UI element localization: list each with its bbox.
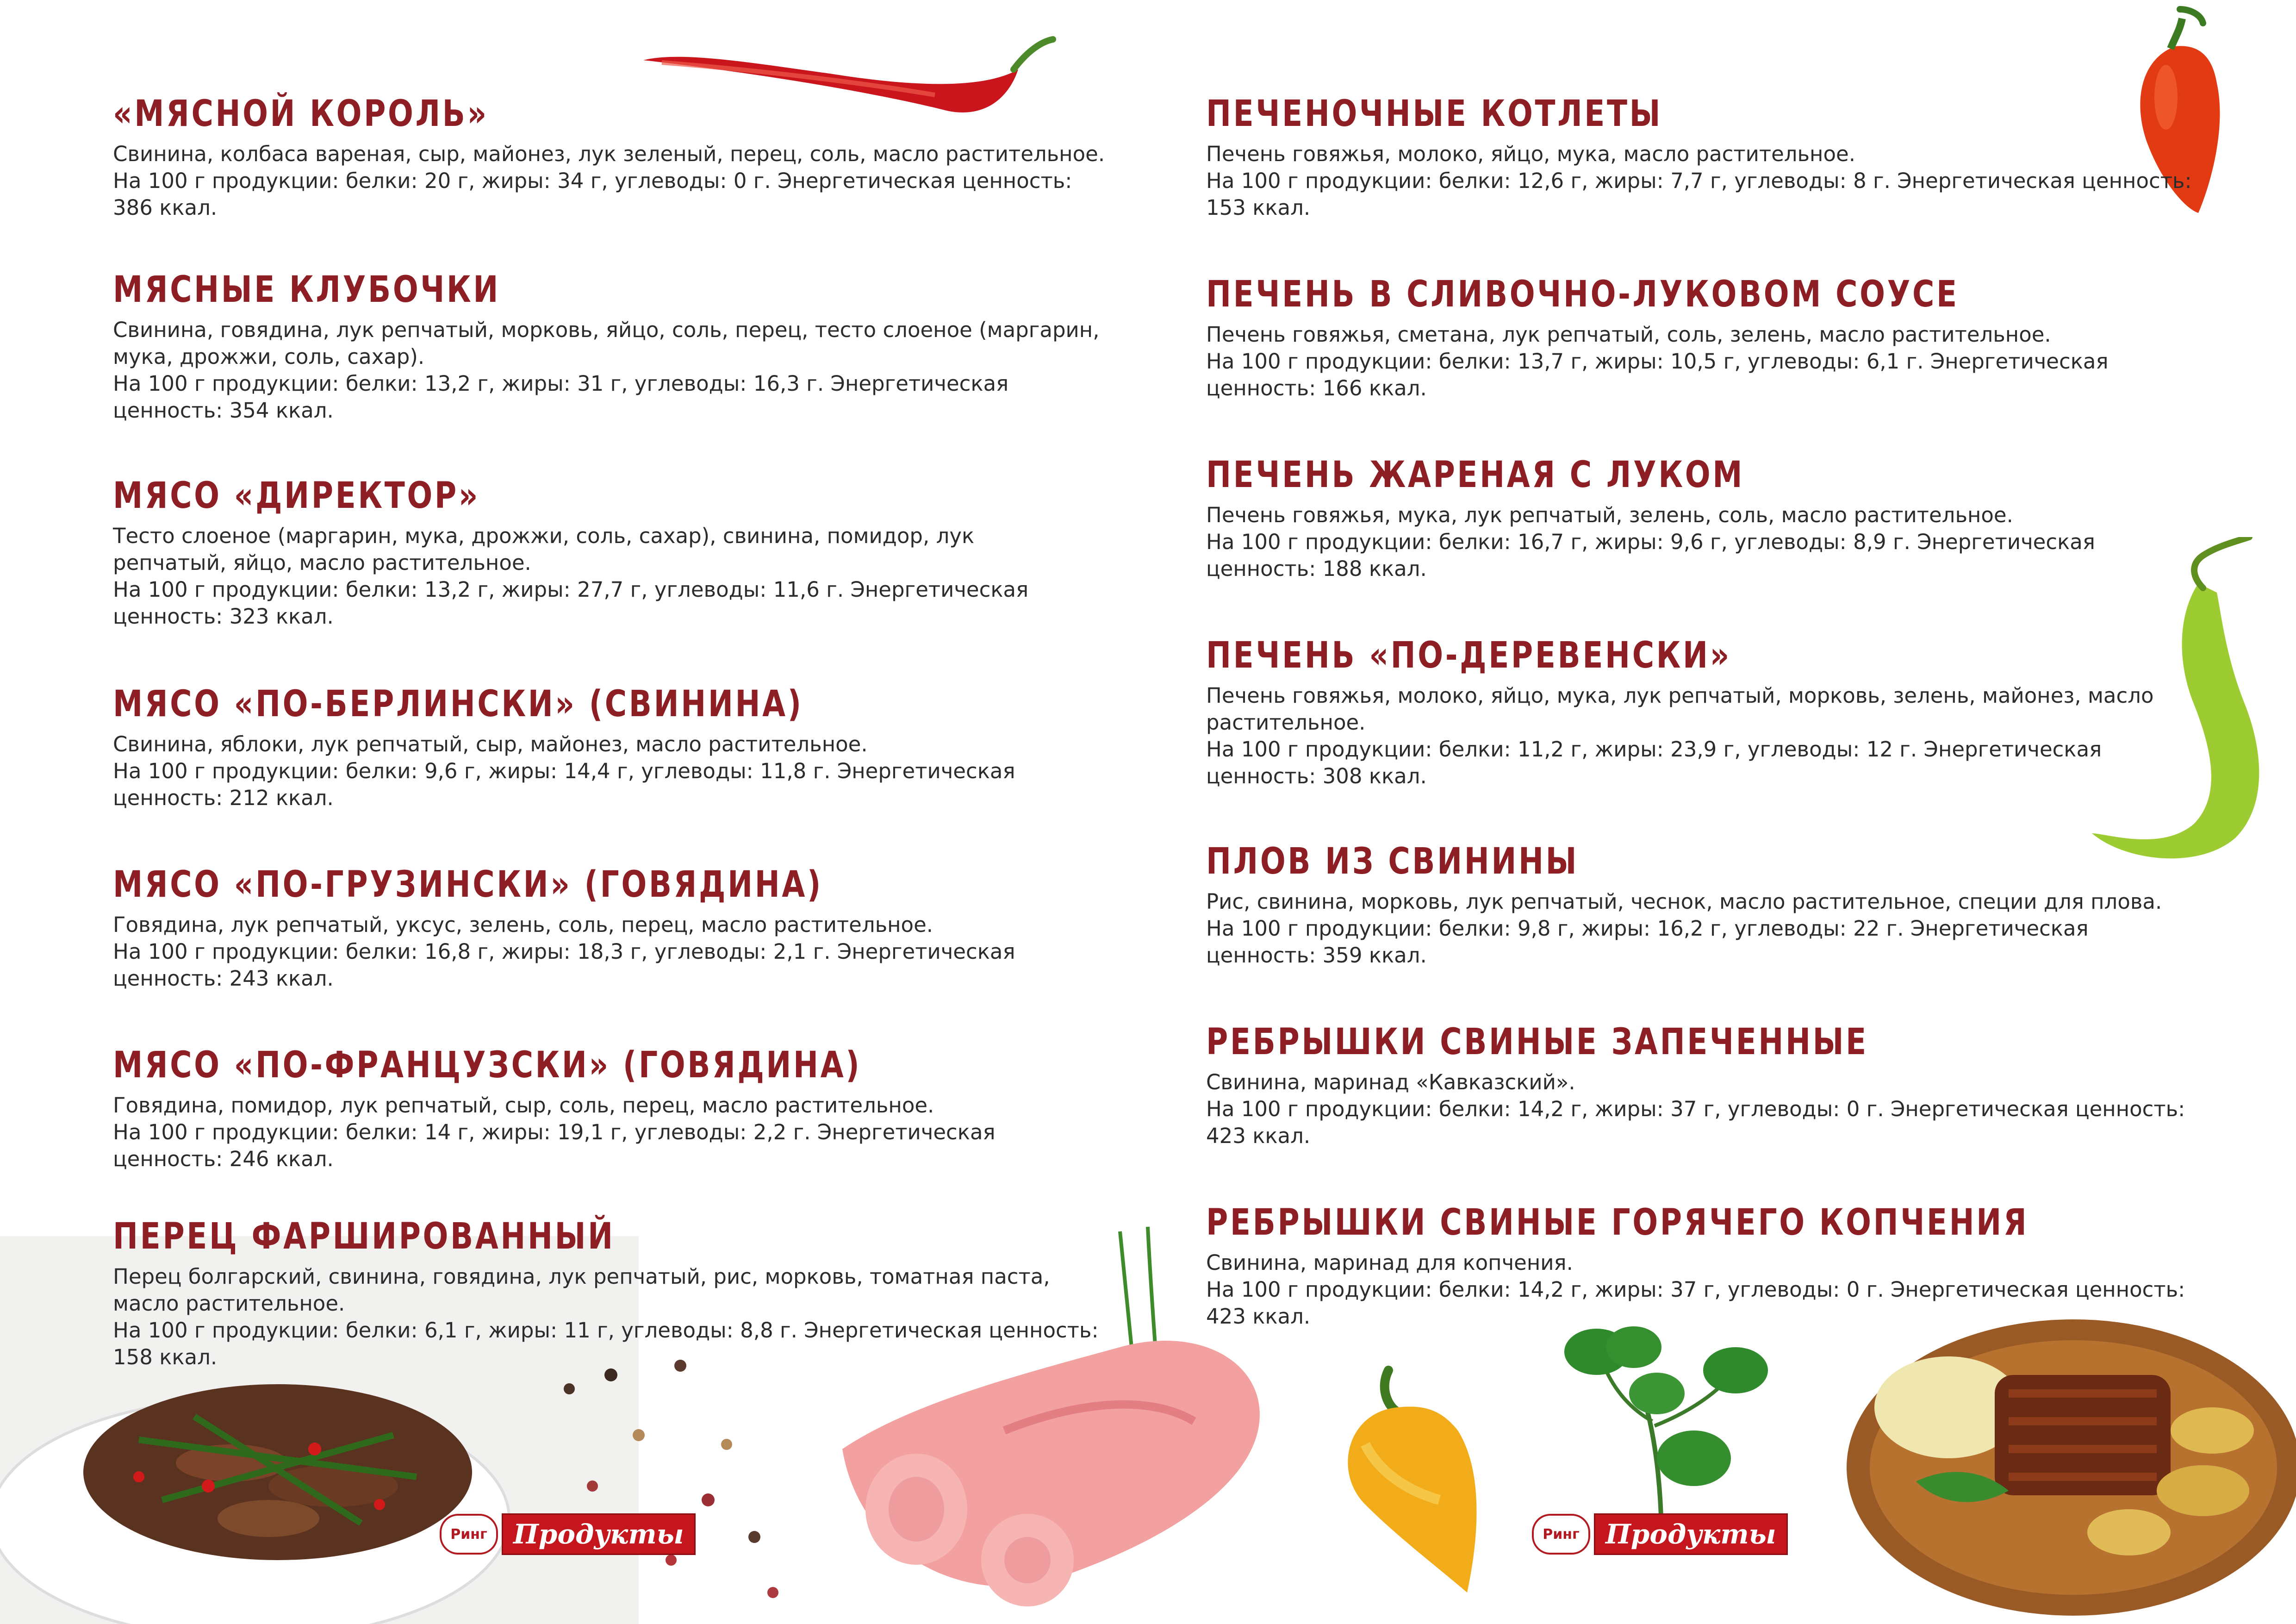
dish-line: растительное. bbox=[1206, 710, 1366, 735]
dish-line: Печень говяжья, мука, лук репчатый, зелень, соль, масло растительное. bbox=[1206, 503, 2013, 527]
dish-description bbox=[1206, 502, 2206, 582]
dish-title: ПЕЧЕНЬ «ПО-ДЕРЕВЕНСКИ» bbox=[1206, 635, 1731, 676]
dish-line: Говядина, помидор, лук репчатый, сыр, соль, перец, масло растительное. bbox=[113, 1093, 934, 1118]
dish-line: Печень говяжья, сметана, лук репчатый, соль, зелень, масло растительное. bbox=[1206, 322, 2051, 347]
dish-line: Перец болгарский, свинина, говядина, лук репчатый, рис, морковь, томатная паста, bbox=[113, 1264, 1050, 1289]
dish-title: ПЕРЕЦ ФАРШИРОВАННЫЙ bbox=[113, 1216, 615, 1257]
dish-entry bbox=[1206, 93, 2206, 221]
dish-line: На 100 г продукции: белки: 16,7 г, жиры: 9,6 г, углеводы: 8,9 г. Энергетическая bbox=[1206, 530, 2095, 554]
dish-line: масло растительное. bbox=[113, 1291, 345, 1316]
dish-line: ценность: 243 ккал. bbox=[113, 966, 334, 991]
dish-line: На 100 г продукции: белки: 13,7 г, жиры: 10,5 г, углеводы: 6,1 г. Энергетическая bbox=[1206, 349, 2109, 374]
dish-line: 386 ккал. bbox=[113, 195, 218, 220]
dish-description bbox=[113, 141, 1108, 221]
dish-description bbox=[1206, 888, 2206, 969]
dish-line: ценность: 308 ккал. bbox=[1206, 764, 1427, 788]
dish-line: репчатый, яйцо, масло растительное. bbox=[113, 550, 531, 575]
dish-description bbox=[1206, 1069, 2206, 1149]
brand-logo-right bbox=[1532, 1514, 1788, 1555]
dish-line: Рис, свинина, морковь, лук репчатый, чеснок, масло растительное, специи для плова. bbox=[1206, 889, 2162, 914]
dish-line: ценность: 188 ккал. bbox=[1206, 556, 1427, 581]
dish-line: ценность: 354 ккал. bbox=[113, 398, 334, 423]
dish-line: На 100 г продукции: белки: 16,8 г, жиры: 18,3 г, углеводы: 2,1 г. Энергетическая bbox=[113, 939, 1015, 964]
dish-line: Свинина, говядина, лук репчатый, морковь, яйцо, соль, перец, тесто слоеное (маргарин, bbox=[113, 318, 1100, 342]
dish-entry bbox=[113, 475, 1108, 630]
dish-title: ПЕЧЕНЬ В СЛИВОЧНО-ЛУКОВОМ СОУСЕ bbox=[1206, 274, 1959, 315]
dish-line: мука, дрожжи, соль, сахар). bbox=[113, 344, 425, 369]
logo-badge: Ринг bbox=[440, 1514, 498, 1555]
dish-line: На 100 г продукции: белки: 9,8 г, жиры: 16,2 г, углеводы: 22 г. Энергетическая bbox=[1206, 916, 2089, 941]
dish-description bbox=[1206, 321, 2206, 402]
dish-description bbox=[113, 731, 1108, 812]
dish-entry bbox=[1206, 840, 2206, 969]
dish-entry bbox=[113, 1215, 1108, 1371]
yellow-pepper-image bbox=[1328, 1352, 1523, 1611]
ribs-board-image bbox=[1842, 1315, 2296, 1624]
dish-description bbox=[113, 912, 1108, 992]
dish-line: Свинина, маринад «Кавказский». bbox=[1206, 1070, 1575, 1094]
dish-entry bbox=[1206, 634, 2206, 790]
dish-description bbox=[113, 1263, 1108, 1371]
dish-line: На 100 г продукции: белки: 9,6 г, жиры: 14,4 г, углеводы: 11,8 г. Энергетическая bbox=[113, 759, 1015, 783]
dish-line: На 100 г продукции: белки: 12,6 г, жиры: 7,7 г, углеводы: 8 г. Энергетическая ценность: bbox=[1206, 169, 2192, 193]
dish-entry bbox=[113, 1044, 1108, 1173]
dish-line: Свинина, маринад для копчения. bbox=[1206, 1250, 1573, 1275]
dish-line: На 100 г продукции: белки: 13,2 г, жиры: 27,7 г, углеводы: 11,6 г. Энергетическая bbox=[113, 577, 1029, 602]
dish-description bbox=[1206, 1249, 2206, 1330]
dish-title: МЯСНЫЕ КЛУБОЧКИ bbox=[113, 269, 501, 311]
dish-description bbox=[1206, 141, 2206, 221]
dish-line: Свинина, колбаса вареная, сыр, майонез, лук зеленый, перец, соль, масло растительное. bbox=[113, 142, 1105, 166]
dish-entry bbox=[1206, 1021, 2206, 1149]
dish-line: 423 ккал. bbox=[1206, 1304, 1311, 1329]
dish-line: 423 ккал. bbox=[1206, 1124, 1311, 1148]
dish-title: МЯСО «ПО-БЕРЛИНСКИ» (СВИНИНА) bbox=[113, 683, 803, 725]
logo-badge: Ринг bbox=[1532, 1514, 1590, 1555]
brand-logo-left bbox=[440, 1514, 696, 1555]
dish-title: МЯСО «ПО-ФРАНЦУЗСКИ» (ГОВЯДИНА) bbox=[113, 1044, 862, 1086]
dish-entry bbox=[113, 93, 1108, 221]
dish-entry bbox=[1206, 1201, 2206, 1330]
dish-line: 153 ккал. bbox=[1206, 195, 1311, 220]
logo-name: Продукты bbox=[1594, 1513, 1788, 1555]
dish-title: РЕБРЫШКИ СВИНЫЕ ГОРЯЧЕГО КОПЧЕНИЯ bbox=[1206, 1202, 2029, 1243]
dish-entry bbox=[113, 269, 1108, 424]
dish-line: 158 ккал. bbox=[113, 1345, 218, 1369]
dish-line: ценность: 212 ккал. bbox=[113, 786, 334, 810]
dish-entry bbox=[113, 863, 1108, 992]
dish-line: Тесто слоеное (маргарин, мука, дрожжи, соль, сахар), свинина, помидор, лук bbox=[113, 524, 975, 548]
dish-title: ПЕЧЕНОЧНЫЕ КОТЛЕТЫ bbox=[1206, 93, 1663, 135]
dish-line: На 100 г продукции: белки: 14 г, жиры: 19,1 г, углеводы: 2,2 г. Энергетическая bbox=[113, 1120, 996, 1144]
dish-line: На 100 г продукции: белки: 11,2 г, жиры: 23,9 г, углеводы: 12 г. Энергетическая bbox=[1206, 737, 2102, 762]
dish-line: ценность: 166 ккал. bbox=[1206, 376, 1427, 400]
dish-title: РЕБРЫШКИ СВИНЫЕ ЗАПЕЧЕННЫЕ bbox=[1206, 1021, 1868, 1063]
dish-line: Печень говяжья, молоко, яйцо, мука, масло растительное. bbox=[1206, 142, 1855, 166]
dish-line: На 100 г продукции: белки: 14,2 г, жиры: 37 г, углеводы: 0 г. Энергетическая ценность: bbox=[1206, 1277, 2185, 1302]
dish-entry bbox=[1206, 454, 2206, 582]
peppercorns-image bbox=[532, 1343, 810, 1620]
dish-description bbox=[113, 317, 1108, 424]
dish-title: ПЛОВ ИЗ СВИНИНЫ bbox=[1206, 841, 1579, 882]
logo-name: Продукты bbox=[502, 1513, 696, 1555]
dish-line: На 100 г продукции: белки: 20 г, жиры: 34 г, углеводы: 0 г. Энергетическая ценность: bbox=[113, 169, 1072, 193]
dish-line: Говядина, лук репчатый, уксус, зелень, соль, перец, масло растительное. bbox=[113, 912, 933, 937]
dish-line: Свинина, яблоки, лук репчатый, сыр, майонез, масло растительное. bbox=[113, 732, 868, 756]
dish-line: Печень говяжья, молоко, яйцо, мука, лук репчатый, морковь, зелень, майонез, масло bbox=[1206, 683, 2154, 708]
dish-description bbox=[1206, 682, 2206, 790]
dish-line: На 100 г продукции: белки: 13,2 г, жиры: 31 г, углеводы: 16,3 г. Энергетическая bbox=[113, 371, 1009, 396]
dish-title: «МЯСНОЙ КОРОЛЬ» bbox=[113, 93, 489, 135]
dish-title: МЯСО «ПО-ГРУЗИНСКИ» (ГОВЯДИНА) bbox=[113, 864, 823, 906]
dish-line: ценность: 246 ккал. bbox=[113, 1147, 334, 1171]
dish-line: На 100 г продукции: белки: 14,2 г, жиры: 37 г, углеводы: 0 г. Энергетическая ценность: bbox=[1206, 1097, 2185, 1121]
dish-line: ценность: 359 ккал. bbox=[1206, 943, 1427, 968]
dish-line: ценность: 323 ккал. bbox=[113, 604, 334, 629]
dish-line: На 100 г продукции: белки: 6,1 г, жиры: 11 г, углеводы: 8,8 г. Энергетическая ценность: bbox=[113, 1318, 1099, 1343]
dish-title: МЯСО «ДИРЕКТОР» bbox=[113, 475, 480, 517]
dish-entry bbox=[113, 683, 1108, 812]
dish-description bbox=[113, 523, 1108, 630]
dish-entry bbox=[1206, 273, 2206, 402]
dish-title: ПЕЧЕНЬ ЖАРЕНАЯ С ЛУКОМ bbox=[1206, 454, 1745, 496]
dish-description bbox=[113, 1092, 1108, 1173]
